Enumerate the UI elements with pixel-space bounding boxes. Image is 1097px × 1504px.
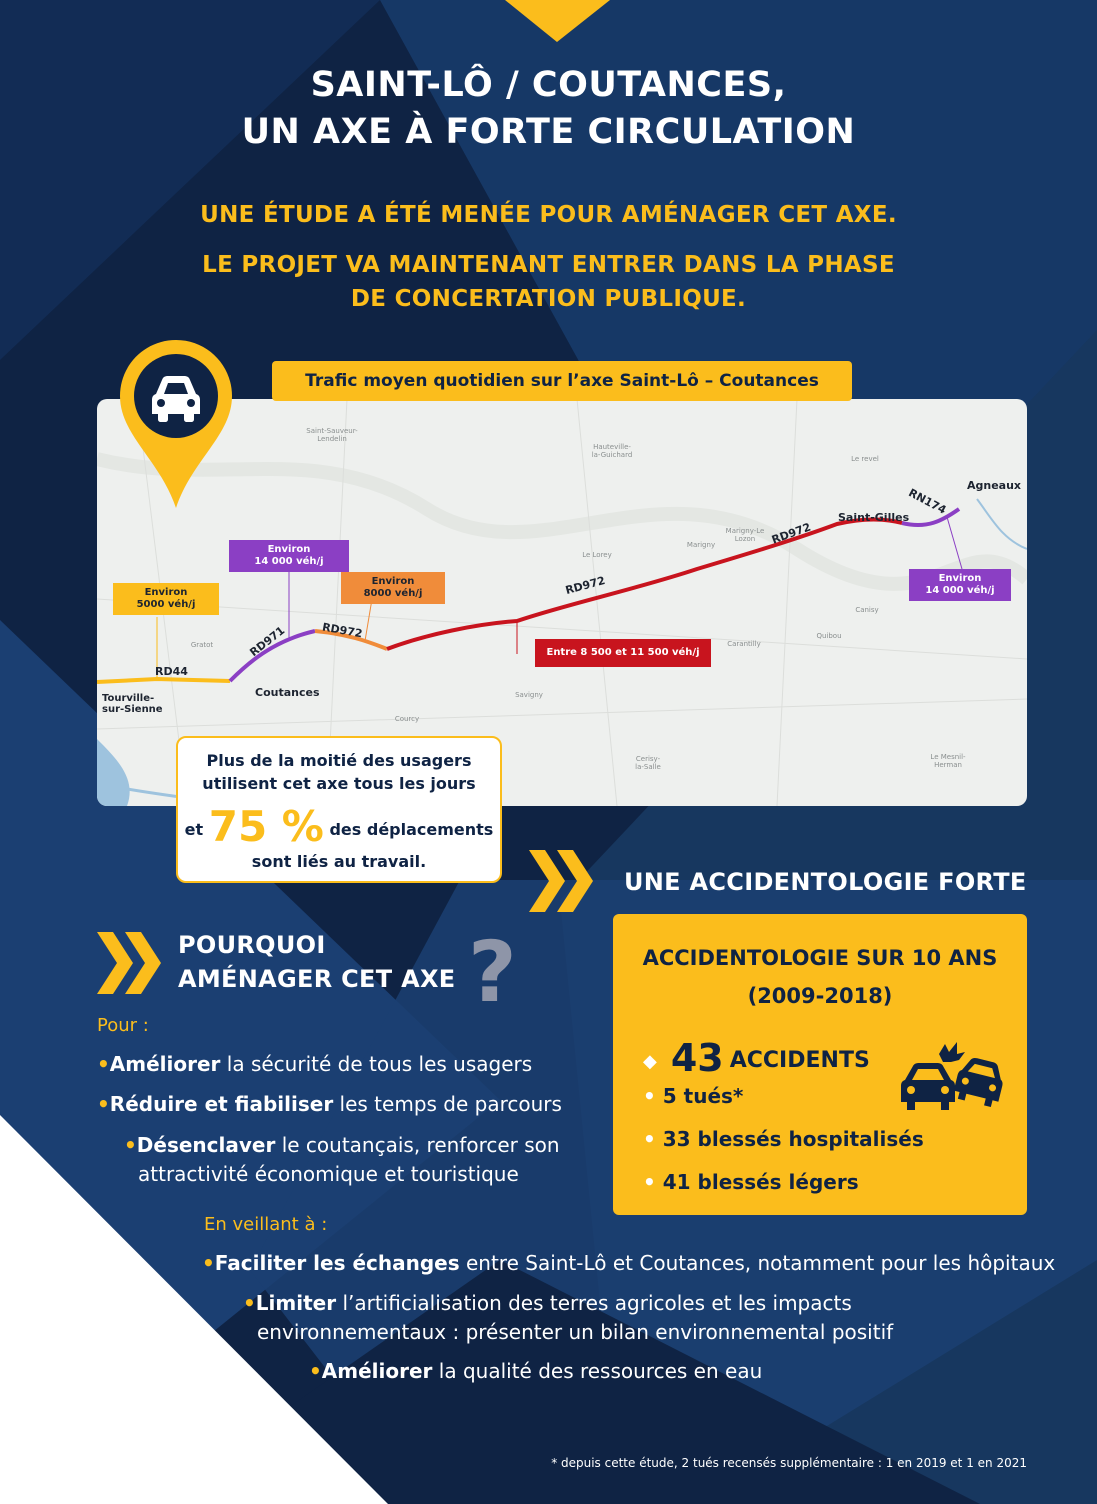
road-label-rd972: RD972 — [770, 520, 813, 547]
map-caption: Trafic moyen quotidien sur l’axe Saint-Lô – Coutances — [272, 361, 852, 401]
usage-percent: 75 % — [208, 802, 324, 851]
subtitle-line-1: UNE ÉTUDE A ÉTÉ MENÉE POUR AMÉNAGER CET AXE. — [200, 202, 897, 228]
accident-count-label: ACCIDENTS — [729, 1048, 870, 1073]
list-item: •Améliorer la sécurité de tous les usagers — [97, 1052, 533, 1076]
why-heading-line-1: POURQUOI — [178, 931, 326, 959]
traffic-tag-rd971: Environ 14 000 véh/j — [229, 540, 349, 572]
accident-box-period: (2009-2018) — [747, 984, 893, 1008]
place-label: Quibou — [816, 632, 842, 640]
usage-et: et — [184, 820, 204, 839]
place-label: Marigny — [686, 541, 716, 549]
road-label-rd972: RD972 — [321, 620, 364, 641]
stat-hospitalised: • 33 blessés hospitalisés — [643, 1127, 924, 1151]
list-item: •Améliorer la qualité des ressources en eau — [309, 1359, 763, 1383]
place-label: Gratot — [190, 641, 214, 649]
city-coutances: Coutances — [255, 686, 320, 699]
traffic-tag-rd972-red: Entre 8 500 et 11 500 véh/j — [535, 639, 711, 667]
why-heading-line-2: AMÉNAGER CET AXE — [178, 965, 456, 993]
place-label: Canisy — [855, 606, 879, 614]
city-saint-gilles: Saint-Gilles — [838, 511, 910, 524]
usage-line-1: Plus de la moitié des usagers — [206, 751, 472, 770]
place-label: Marigny-Le Lozon — [725, 527, 765, 543]
double-chevron-icon — [95, 928, 165, 998]
question-mark-icon: ? — [468, 923, 517, 1021]
car-crash-icon — [899, 1040, 1003, 1118]
accident-stats-box — [613, 914, 1027, 1215]
road-label-rd44: RD44 — [155, 665, 188, 678]
page-title — [0, 62, 1097, 156]
footnote: * depuis cette étude, 2 tués recensés supplémentaire : 1 en 2019 et 1 en 2021 — [551, 1456, 1027, 1470]
list-item: •Désenclaver le coutançais, renforcer son attractivité économique et touristique — [124, 1133, 560, 1186]
traffic-tag-rd972-orange: Environ 8000 véh/j — [341, 572, 445, 604]
usage-percent-row — [178, 802, 500, 851]
location-pin-icon — [120, 340, 232, 508]
place-label: Savigny — [515, 691, 543, 699]
place-label: Carantilly — [727, 640, 761, 648]
place-label: Le Lorey — [582, 551, 612, 559]
usage-info-box — [176, 736, 502, 883]
place-label: Le Mesnil- Herman — [930, 753, 966, 769]
pour-label: Pour : — [97, 1015, 149, 1036]
accident-count-row — [643, 1036, 870, 1080]
title-line-2: UN AXE À FORTE CIRCULATION — [241, 112, 856, 152]
diamond-icon: ◆ — [643, 1051, 657, 1072]
road-label-rd972: RD972 — [564, 573, 607, 598]
city-agneaux: Agneaux — [967, 479, 1022, 492]
place-label: Cerisy- la-Salle — [635, 755, 661, 771]
veillant-label: En veillant à : — [204, 1214, 328, 1235]
place-label: Hauteville- la-Guichard — [591, 443, 633, 459]
traffic-tag-rn174: Environ 14 000 véh/j — [909, 569, 1011, 601]
list-item: •Faciliter les échanges entre Saint-Lô et Coutances, notamment pour les hôpitaux — [202, 1251, 1056, 1275]
list-item: •Réduire et fiabiliser les temps de parcours — [97, 1092, 562, 1116]
road-label-rd971: RD971 — [247, 623, 288, 660]
place-label: Courcy — [394, 715, 420, 723]
subtitle-line-3: DE CONCERTATION PUBLIQUE. — [350, 286, 747, 312]
accident-count: 43 — [670, 1036, 724, 1080]
list-item: •Limiter l’artificialisation des terres agricoles et les impacts environnementaux : présenter un bilan environnemental positif — [243, 1291, 894, 1344]
why-heading — [178, 928, 455, 996]
stat-light-injuries: • 41 blessés légers — [643, 1170, 859, 1194]
place-label: Le revel — [851, 455, 879, 463]
accident-box-title: ACCIDENTOLOGIE SUR 10 ANS — [642, 946, 998, 970]
accident-heading: UNE ACCIDENTOLOGIE FORTE — [624, 868, 1027, 896]
stat-killed: • 5 tués* — [643, 1084, 744, 1108]
subtitle-line-2: LE PROJET VA MAINTENANT ENTRER DANS LA PHASE — [202, 252, 895, 278]
double-chevron-icon — [527, 846, 597, 916]
usage-line-3: des déplacements — [329, 820, 494, 839]
title-line-1: SAINT-LÔ / COUTANCES, — [310, 65, 787, 105]
place-label: Saint-Sauveur- Lendelin — [306, 427, 358, 443]
road-label-rn174: RN174 — [906, 486, 949, 517]
usage-line-4: sont liés au travail. — [251, 852, 427, 871]
usage-line-2: utilisent cet axe tous les jours — [202, 774, 476, 793]
traffic-tag-rd44: Environ 5000 véh/j — [113, 583, 219, 615]
city-tourville: Tourville- sur-Sienne — [102, 693, 163, 715]
